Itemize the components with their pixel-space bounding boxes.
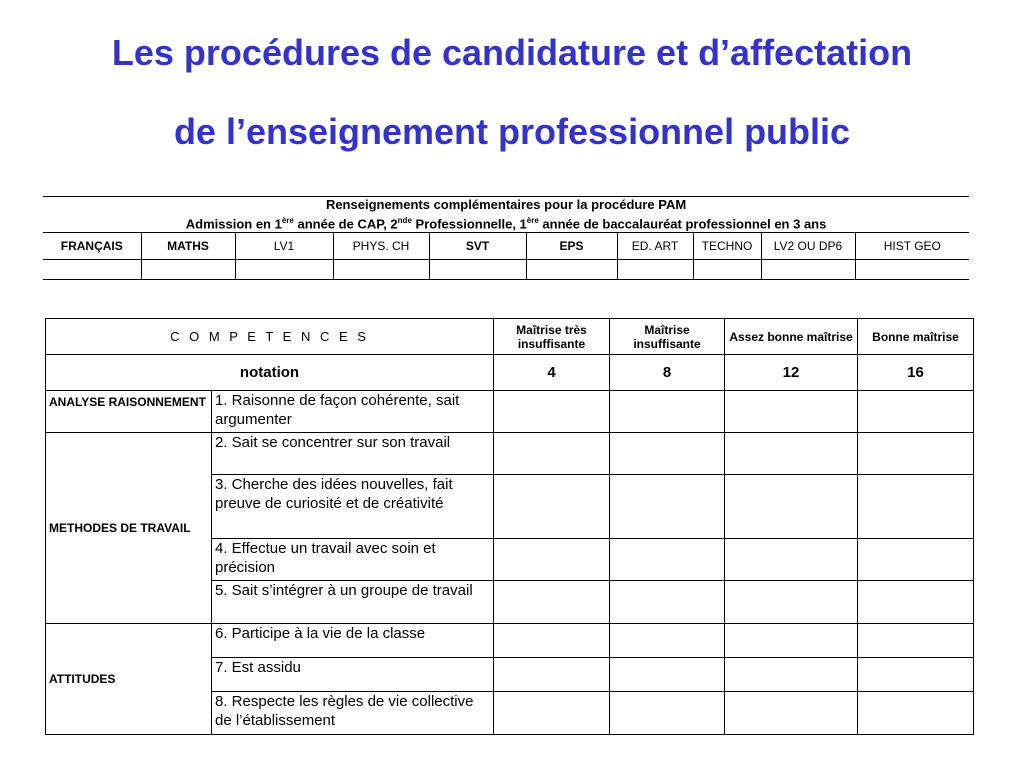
header-text: Admission en 1 bbox=[185, 216, 282, 232]
header-sup: ère bbox=[281, 216, 294, 225]
pam-info-header bbox=[43, 197, 969, 233]
rating-cell[interactable] bbox=[858, 581, 974, 624]
rating-cell[interactable] bbox=[858, 658, 974, 692]
competence-item: 2. Sait se concentrer sur son travail bbox=[212, 433, 494, 475]
level-header: Maîtrise très insuffisante bbox=[494, 319, 610, 355]
rating-cell[interactable] bbox=[610, 539, 725, 581]
rating-cell[interactable] bbox=[725, 658, 858, 692]
rating-cell[interactable] bbox=[610, 658, 725, 692]
rating-cell[interactable] bbox=[858, 475, 974, 539]
score-value: 4 bbox=[494, 355, 610, 391]
header-text: année de CAP, 2 bbox=[293, 216, 398, 232]
rating-cell[interactable] bbox=[725, 692, 858, 735]
grade-cell bbox=[43, 260, 141, 280]
level-header: Maîtrise insuffisante bbox=[610, 319, 725, 355]
category-attitudes: ATTITUDES bbox=[46, 624, 212, 735]
level-header: Assez bonne maîtrise bbox=[725, 319, 858, 355]
subject-header: SVT bbox=[429, 233, 526, 260]
rating-cell[interactable] bbox=[610, 391, 725, 433]
rating-cell[interactable] bbox=[610, 624, 725, 658]
grade-cell bbox=[617, 260, 693, 280]
pam-info-header-line-1: Renseignements complémentaires pour la procédure PAM bbox=[325, 197, 687, 212]
grade-cell bbox=[693, 260, 761, 280]
subject-header: ED. ART bbox=[617, 233, 693, 260]
header-sup: nde bbox=[397, 216, 412, 225]
score-value: 16 bbox=[858, 355, 974, 391]
subject-header: HIST GEO bbox=[855, 233, 969, 260]
rating-cell[interactable] bbox=[610, 475, 725, 539]
rating-cell[interactable] bbox=[858, 624, 974, 658]
subject-header: LV1 bbox=[235, 233, 333, 260]
pam-info-header-line-2 bbox=[43, 213, 969, 232]
category-methodes: METHODES DE TRAVAIL bbox=[46, 433, 212, 624]
header-text: Professionnelle, 1 bbox=[411, 216, 527, 232]
grade-cell bbox=[141, 260, 235, 280]
rating-cell[interactable] bbox=[725, 581, 858, 624]
competence-item: 3. Cherche des idées nouvelles, fait preuve de curiosité et de créativité bbox=[212, 475, 494, 539]
rating-cell[interactable] bbox=[494, 581, 610, 624]
pam-info-table bbox=[43, 196, 969, 280]
header-text: année de baccalauréat professionnel en 3 ans bbox=[538, 216, 827, 232]
grade-cell bbox=[333, 260, 429, 280]
competence-item: 6. Participe à la vie de la classe bbox=[212, 624, 494, 658]
rating-cell[interactable] bbox=[494, 475, 610, 539]
rating-cell[interactable] bbox=[725, 433, 858, 475]
subject-header: EPS bbox=[526, 233, 617, 260]
competence-item: 1. Raisonne de façon cohérente, sait argumenter bbox=[212, 391, 494, 433]
grade-cell bbox=[235, 260, 333, 280]
competence-item: 4. Effectue un travail avec soin et précision bbox=[212, 539, 494, 581]
category-analyse: ANALYSE RAISONNEMENT bbox=[46, 391, 212, 433]
score-value: 8 bbox=[610, 355, 725, 391]
subject-header: TECHNO bbox=[693, 233, 761, 260]
grade-cell bbox=[526, 260, 617, 280]
rating-cell[interactable] bbox=[725, 391, 858, 433]
rating-cell[interactable] bbox=[494, 539, 610, 581]
rating-cell[interactable] bbox=[725, 624, 858, 658]
grade-cell bbox=[429, 260, 526, 280]
rating-cell[interactable] bbox=[858, 539, 974, 581]
rating-cell[interactable] bbox=[494, 624, 610, 658]
rating-cell[interactable] bbox=[610, 433, 725, 475]
subject-header: FRANÇAIS bbox=[43, 233, 141, 260]
rating-cell[interactable] bbox=[858, 692, 974, 735]
competence-item: 5. Sait s’intégrer à un groupe de travail bbox=[212, 581, 494, 624]
competence-item: 8. Respecte les règles de vie collective de l’établissement bbox=[212, 692, 494, 735]
rating-cell[interactable] bbox=[725, 475, 858, 539]
page-title-line-1: Les procédures de candidature et d’affectation bbox=[111, 32, 913, 73]
rating-cell[interactable] bbox=[494, 692, 610, 735]
subject-header: PHYS. CH bbox=[333, 233, 429, 260]
competences-header: C O M P E T E N C E S bbox=[46, 319, 494, 355]
grade-cell bbox=[761, 260, 855, 280]
rating-cell[interactable] bbox=[858, 391, 974, 433]
grade-cell bbox=[855, 260, 969, 280]
header-sup: ère bbox=[526, 216, 539, 225]
rating-cell[interactable] bbox=[858, 433, 974, 475]
subject-header: MATHS bbox=[141, 233, 235, 260]
level-header: Bonne maîtrise bbox=[858, 319, 974, 355]
rating-cell[interactable] bbox=[494, 658, 610, 692]
rating-cell[interactable] bbox=[494, 433, 610, 475]
competence-item: 7. Est assidu bbox=[212, 658, 494, 692]
competences-table bbox=[45, 318, 974, 735]
rating-cell[interactable] bbox=[494, 391, 610, 433]
page-title-line-2: de l’enseignement professionnel public bbox=[173, 111, 851, 152]
rating-cell[interactable] bbox=[610, 581, 725, 624]
subject-header: LV2 OU DP6 bbox=[761, 233, 855, 260]
rating-cell[interactable] bbox=[610, 692, 725, 735]
score-value: 12 bbox=[725, 355, 858, 391]
rating-cell[interactable] bbox=[725, 539, 858, 581]
notation-label: notation bbox=[46, 355, 494, 391]
pam-info-table-wrapper bbox=[43, 196, 969, 280]
